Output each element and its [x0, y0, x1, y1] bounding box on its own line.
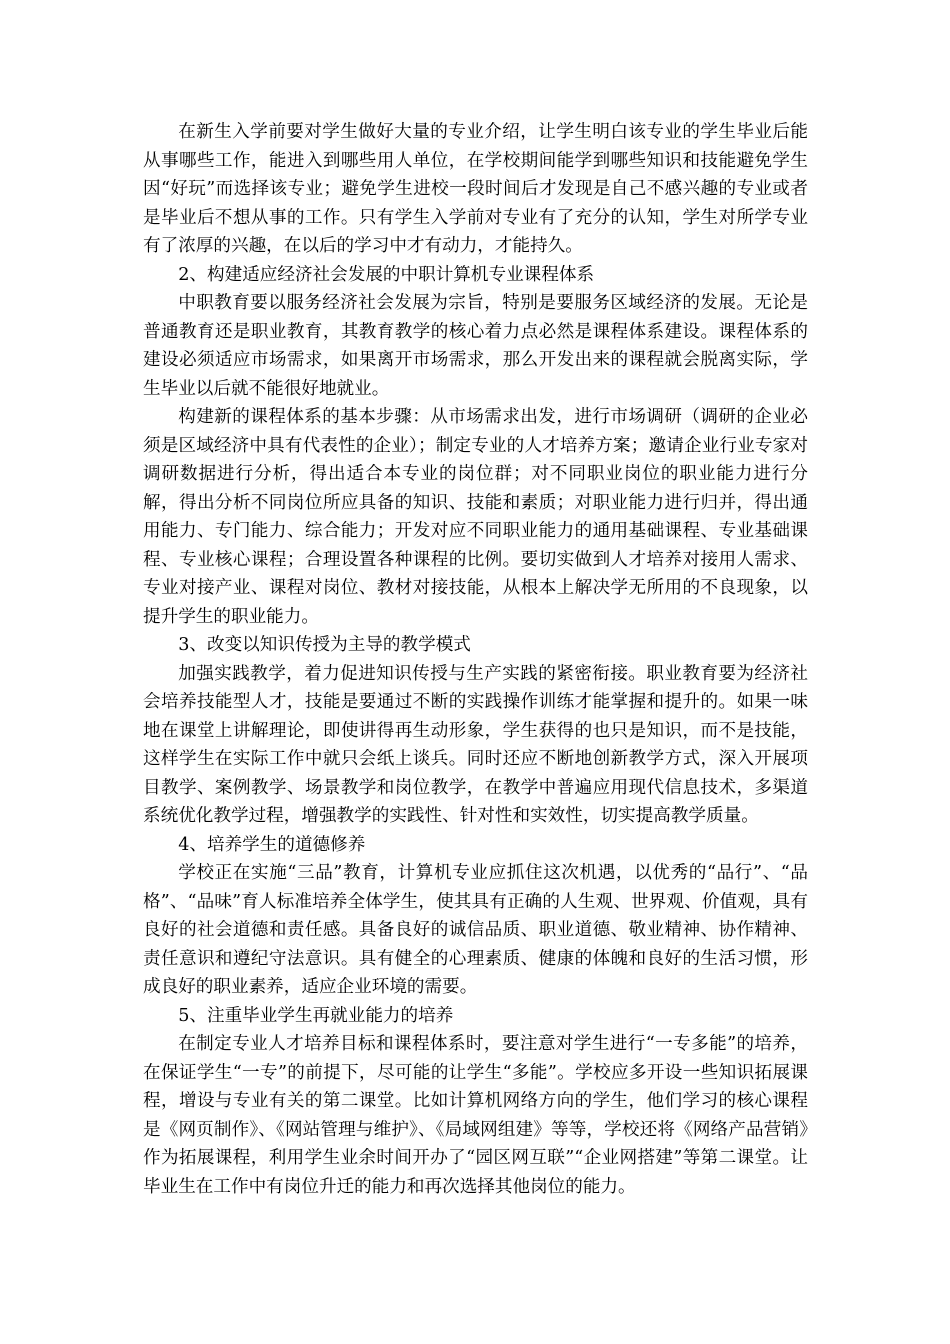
paragraph-curriculum-steps: 构建新的课程体系的基本步骤：从市场需求出发，进行市场调研（调研的企业必须是区域经济中具有代表性的企业）；制定专业的人才培养方案；邀请企业行业专家对调研数据进行分析，得出适合本专业的岗位群；对不同职业岗位的职业能力进行分解，得出分析不同岗位所应具备的知识、技能和素质；对职业能力进行归并，得出通用能力、专门能力、综合能力；开发对应不同职业能力的通用基础课程、专业基础课程、专业核心课程；合理设置各种课程的比例。要切实做到人才培养对接用人需求、专业对接产业、课程对岗位、教材对接技能，从根本上解决学无所用的不良现象，以提升学生的职业能力。	[143, 407, 808, 627]
paragraph-moral-cultivation: 学校正在实施“三品”教育，计算机专业应抓住这次机遇，以优秀的“品行”、“品格”、“品味”育人标准培养全体学生，使其具有正确的人生观、世界观、价值观，具有良好的社会道德和责任感。具备良好的诚信品质、职业道德、敬业精神、协作精神、责任意识和遵纪守法意识。具有健全的心理素质、健康的体魄和良好的生活习惯，形成良好的职业素养，适应企业环境的需要。	[143, 863, 808, 997]
section-heading-5: 5、注重毕业学生再就业能力的培养	[178, 1005, 454, 1026]
section-heading-2: 2、构建适应经济社会发展的中职计算机专业课程体系	[178, 264, 595, 285]
section-heading-3: 3、改变以知识传授为主导的教学模式	[178, 635, 471, 655]
paragraph-reemployment: 在制定专业人才培养目标和课程体系时，要注意对学生进行“一专多能”的培养，在保证学生“一专”的前提下，尽可能的让学生“多能”。学校应多开设一些知识拓展课程，增设与专业有关的第二课堂。比如计算机网络方向的学生，他们学习的核心课程是《网页制作》、《网站管理与维护》、《局域网组建》等等，学校还将《网络产品营销》作为拓展课程，利用学生业余时间开办了“园区网互联”“企业网搭建”等第二课堂。让毕业生在工作中有岗位升迁的能力和再次选择其他岗位的能力。	[143, 1034, 808, 1197]
paragraph-curriculum-purpose: 中职教育要以服务经济社会发展为宗旨，特别是要服务区域经济的发展。无论是普通教育还是职业教育，其教育教学的核心着力点必然是课程体系建设。课程体系的建设必须适应市场需求，如果离开市场需求，那么开发出来的课程就会脱离实际，学生毕业以后就不能很好地就业。	[143, 293, 808, 399]
document-page	[143, 118, 808, 1201]
paragraph-intro: 在新生入学前要对学生做好大量的专业介绍，让学生明白该专业的学生毕业后能从事哪些工作，能进入到哪些用人单位，在学校期间能学到哪些知识和技能避免学生因“好玩”而选择该专业；避免学生进校一段时间后才发现是自己不感兴趣的专业或者是毕业后不想从事的工作。只有学生入学前对专业有了充分的认知，学生对所学专业有了浓厚的兴趣，在以后的学习中才有动力，才能持久。	[143, 122, 808, 256]
section-heading-4: 4、培养学生的道德修养	[178, 834, 366, 855]
paragraph-teaching-mode: 加强实践教学，着力促进知识传授与生产实践的紧密衔接。职业教育要为经济社会培养技能型人才，技能是要通过不断的实践操作训练才能掌握和提升的。如果一味地在课堂上讲解理论，即使讲得再生动形象，学生获得的也只是知识，而不是技能，这样学生在实际工作中就只会纸上谈兵。同时还应不断地创新教学方式，深入开展项目教学、案例教学、场景教学和岗位教学，在教学中普遍应用现代信息技术，多渠道系统优化教学过程，增强教学的实践性、针对性和实效性，切实提高教学质量。	[143, 663, 808, 826]
